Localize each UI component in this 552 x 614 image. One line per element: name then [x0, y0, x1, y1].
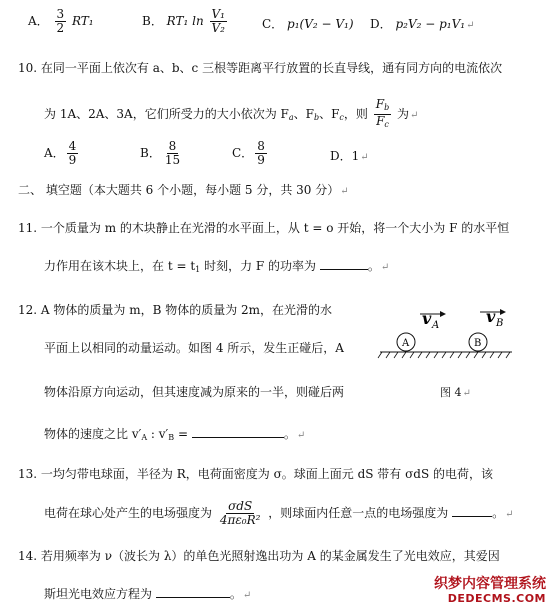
ball-a-label: A [402, 338, 410, 349]
q10-option-d: D．1↵ [330, 149, 369, 163]
q9-option-c-label: C． [262, 17, 284, 31]
q9-options-row [28, 8, 94, 35]
q9-option-d-text: p₂V₂ − p₁V₁ [395, 17, 466, 31]
q12-answer-blank[interactable] [192, 437, 284, 438]
q14-line1: 14. 若用频率为 ν（波长为 λ）的单色光照射逸出功为 A 的某金属发生了光电效应，其爱因 [18, 549, 500, 563]
q9-option-a-label: A． [28, 14, 49, 28]
fig-va-sub: A [432, 320, 440, 331]
q9-option-b-label: B． [142, 14, 163, 28]
q12-line2: 平面上以相同的动量运动。如图 4 所示，发生正碰后，A [44, 341, 344, 355]
q9-option-c [262, 16, 354, 32]
q13-field-fraction: $\frac{\text{σdS}}{\text{4πε₀R²}}$ [219, 499, 261, 527]
q10-option-c: C． $\frac{8}{9}$ [232, 139, 265, 167]
q9-option-b-fraction: $\frac{\text{V₁}}{\text{V₂}}$ [211, 7, 225, 35]
figure-4-collision-diagram [376, 306, 516, 368]
watermark-url: DEDECMS.COM [447, 592, 546, 605]
q12-line4: 物体的速度之比 $v'_A$ : $v'_B$ = 。↵ [44, 427, 306, 442]
q12-line1: 12. A 物体的质量为 m，B 物体的质量为 2m，在光滑的水 [18, 303, 333, 317]
ball-b-label: B [474, 338, 482, 349]
section2-title: 二、 填空题（本大题共 6 个小题，每小题 5 分，共 30 分）↵ [18, 183, 349, 197]
q11-line2: 力作用在该木块上，在 $t = t_1$ 时刻，力 F 的功率为 。↵ [44, 259, 390, 274]
q9-option-b [142, 8, 229, 35]
q11-answer-blank[interactable] [320, 269, 368, 270]
q10-line2: 为 1A、2A、3A，它们所受力的大小依次为 $F_a$、$F_b$、$F_c$，则 $\frac{F_b}{F_c}$ 为↵ [44, 97, 419, 129]
q13-line1: 13. 一均匀带电球面，半径为 R，电荷面密度为 σ。球面上面元 dS 带有 σdS 的电荷，该 [18, 467, 494, 481]
figure-4-caption: 图 4↵ [440, 386, 471, 399]
q10-option-a: A． $\frac{4}{9}$ [44, 139, 77, 167]
q10-line1: 10. 在同一平面上依次有 a、b、c 三根等距离平行放置的长直导线，通有同方向的电流依次 [18, 61, 503, 75]
q10-ratio-fraction: $\frac{F_b}{F_c}$ [375, 97, 390, 129]
q9-option-d: D． p₂V₂ − p₁V₁↵ [370, 17, 475, 31]
q12-line3: 物体沿原方向运动，但其速度减为原来的一半，则碰后两 [44, 385, 345, 399]
fig-va-label: v [422, 309, 432, 328]
fig-vb-sub: B [496, 318, 504, 329]
fig-vb-label: v [486, 307, 496, 326]
q9-option-a-fraction: $\frac{3}{2}$ [56, 7, 65, 35]
q9-option-c-text: p₁(V₂ − V₁) [287, 17, 354, 31]
q14-answer-blank[interactable] [156, 597, 230, 598]
q10-option-b: B． $\frac{8}{15}$ [140, 139, 181, 167]
q11-line1: 11. 一个质量为 m 的木块静止在光滑的水平面上，从 t = o 开始，将一个大小为 F 的水平恒 [18, 221, 510, 235]
q13-line2: 电荷在球心处产生的电场强度为 $\frac{\text{σdS}}{\text{4πε₀R²}}$ ，则球面内任意一点的电场强度为 。↵ [44, 499, 514, 527]
q14-line2: 斯坦光电效应方程为 。↵ [44, 587, 252, 601]
q9-option-b-pre: RT₁ ln [166, 14, 204, 28]
watermark-title: 织梦内容管理系统 [434, 576, 546, 592]
q9-option-d-label: D． [370, 17, 392, 31]
q9-option-a-tail: RT₁ [71, 14, 94, 28]
q13-answer-blank[interactable] [452, 516, 492, 517]
